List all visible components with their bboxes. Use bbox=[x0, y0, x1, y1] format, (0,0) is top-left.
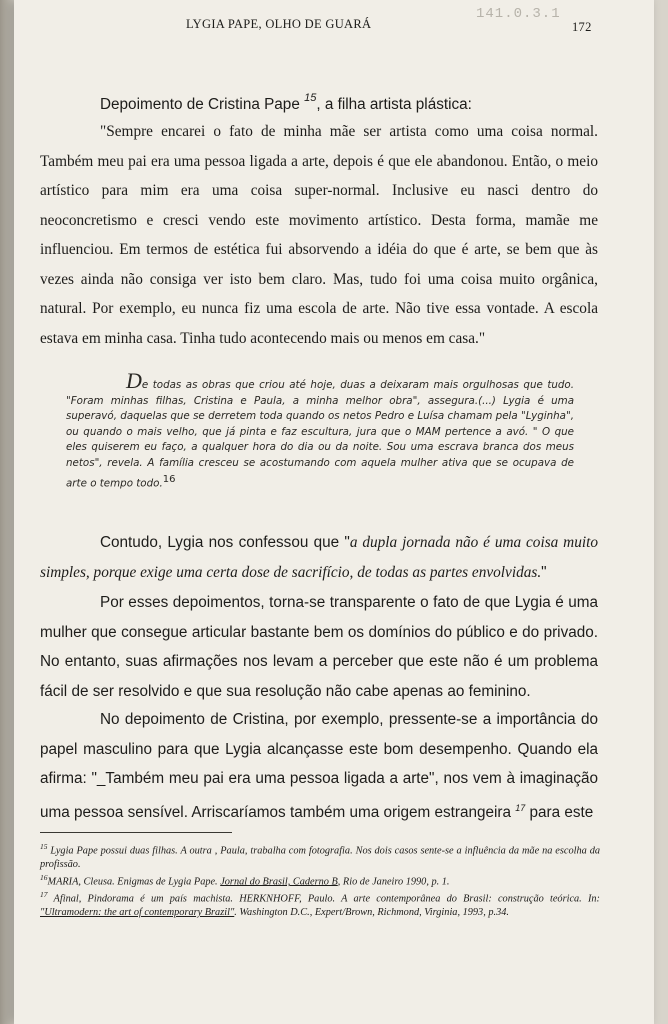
footnote-17 bbox=[40, 888, 600, 919]
footnote-divider bbox=[40, 832, 232, 833]
footnote-15-text: Lygia Pape possui duas filhas. A outra , Paula, trabalha com fotografia. Nos dois casos sente-se a influência da mãe na escolha da profissão. bbox=[40, 845, 600, 870]
footnotes bbox=[40, 840, 600, 919]
drop-cap: D bbox=[126, 368, 142, 393]
faded-stamp: 141.0.3.1 bbox=[476, 6, 561, 22]
running-header bbox=[14, 6, 654, 34]
intro-text: Depoimento de Cristina Pape bbox=[100, 96, 305, 114]
paragraph-cristina bbox=[40, 705, 598, 827]
cristina-quote: "Sempre encarei o fato de minha mãe ser artista como uma coisa normal. Também meu pai era uma pessoa ligada a arte, depois é que ele abandonou. Então, o meio artístico para mim era uma coisa super-normal. Inclusive eu nasci dentro do neoconcretismo e cresci vendo este movimento artístico. Desta forma, mamãe me influenciou. Em termos de estética fui absorvendo a idéia do que é arte, se bem que às vezes ainda não consiga ver isto bem claro. Mas, tudo foi uma coisa muito orgânica, natural. Por exemplo, eu nunca fiz uma escola de arte. Não tive essa vontade. A escola estava em minha casa. Tinha tudo acontecendo mais ou menos em casa." bbox=[40, 123, 598, 347]
footnote-17-source: "Ultramodern: the art of contemporary Brazil" bbox=[40, 907, 235, 919]
paragraph-depoimentos: Por esses depoimentos, torna-se transparente o fato de que Lygia é uma mulher que consegue articular bastante bem os domínios do público e do privado. No entanto, suas afirmações nos levam a perceber que este não é um problema fácil de ser resolvido e que sua resolução não cabe apenas ao feminino. bbox=[40, 594, 598, 700]
footnote-ref-17: 17 bbox=[515, 802, 526, 813]
footnote-ref-16: 16 bbox=[162, 473, 176, 485]
intro-line bbox=[100, 86, 580, 120]
page-edge-shadow bbox=[0, 0, 14, 1024]
running-title: LYGIA PAPE, OLHO DE GUARÁ bbox=[186, 17, 372, 31]
cristina-text: No depoimento de Cristina, por exemplo, pressente-se a importância do papel masculino para que Lygia alcançasse este bom desempenho. Quando ela afirma: "_Também meu pai era uma pessoa ligada a arte", nos vem à imaginação uma pessoa sensível. Arriscaríamos também uma origem estrangeira bbox=[40, 711, 598, 821]
excerpt-text: e todas as obras que criou até hoje, duas a deixaram mais orgulhosas que tudo. "Foram minhas filhas, Cristina e Paula, a minha melhor obra", assegura.(...) Lygia é uma superavó, daquelas que se derretem toda quando os netos Pedro e Luísa chamam pela "Lyginha", ou quando o mais velho, que já pinta e faz escultura, jura que o MAM pertence a avó. " O que eles quiserem eu faço, a qualquer hora do dia ou da noite. Sou uma escrava branca dos meus netos", revela. A família cresceu se acostumando com aquela mulher ativa que se ocupava de arte o tempo todo. bbox=[66, 379, 574, 489]
confession-tail: " bbox=[541, 563, 547, 581]
paragraph-confession bbox=[40, 528, 598, 587]
footnote-17-post: . Washington D.C., Expert/Brown, Richmond, Virginia, 1993, p.34. bbox=[234, 907, 509, 919]
document-page bbox=[14, 0, 654, 1024]
footnote-15-number: 15 bbox=[40, 842, 48, 851]
footnote-15 bbox=[40, 840, 600, 871]
footnote-17-pre: Afinal, Pindorama é um país machista. HERKNHOFF, Paulo. A arte contemporânea do Brasil: construção teórica. In: bbox=[47, 893, 600, 905]
footnote-17-number: 17 bbox=[40, 890, 48, 900]
footnote-ref-15: 15 bbox=[304, 92, 317, 104]
footnote-16-post: , Rio de Janeiro 1990, p. 1. bbox=[337, 876, 450, 888]
cristina-tail: para este bbox=[525, 803, 594, 821]
newspaper-excerpt bbox=[66, 368, 574, 492]
page-number: 172 bbox=[572, 20, 592, 34]
footnote-16 bbox=[40, 871, 600, 889]
footnote-16-source: Jornal do Brasil, Caderno B bbox=[220, 876, 338, 888]
confession-quote: a dupla jornada não é uma coisa muito simples, porque exige uma certa dose de sacrifício, de todas as partes envolvidas. bbox=[40, 534, 599, 581]
footnote-16-pre: MARIA, Cleusa. Enigmas de Lygia Pape. bbox=[47, 876, 221, 888]
confession-lead: Contudo, Lygia nos confessou que " bbox=[100, 534, 350, 551]
intro-tail: , a filha artista plástica: bbox=[316, 96, 472, 114]
footnote-16-number: 16 bbox=[40, 872, 48, 882]
